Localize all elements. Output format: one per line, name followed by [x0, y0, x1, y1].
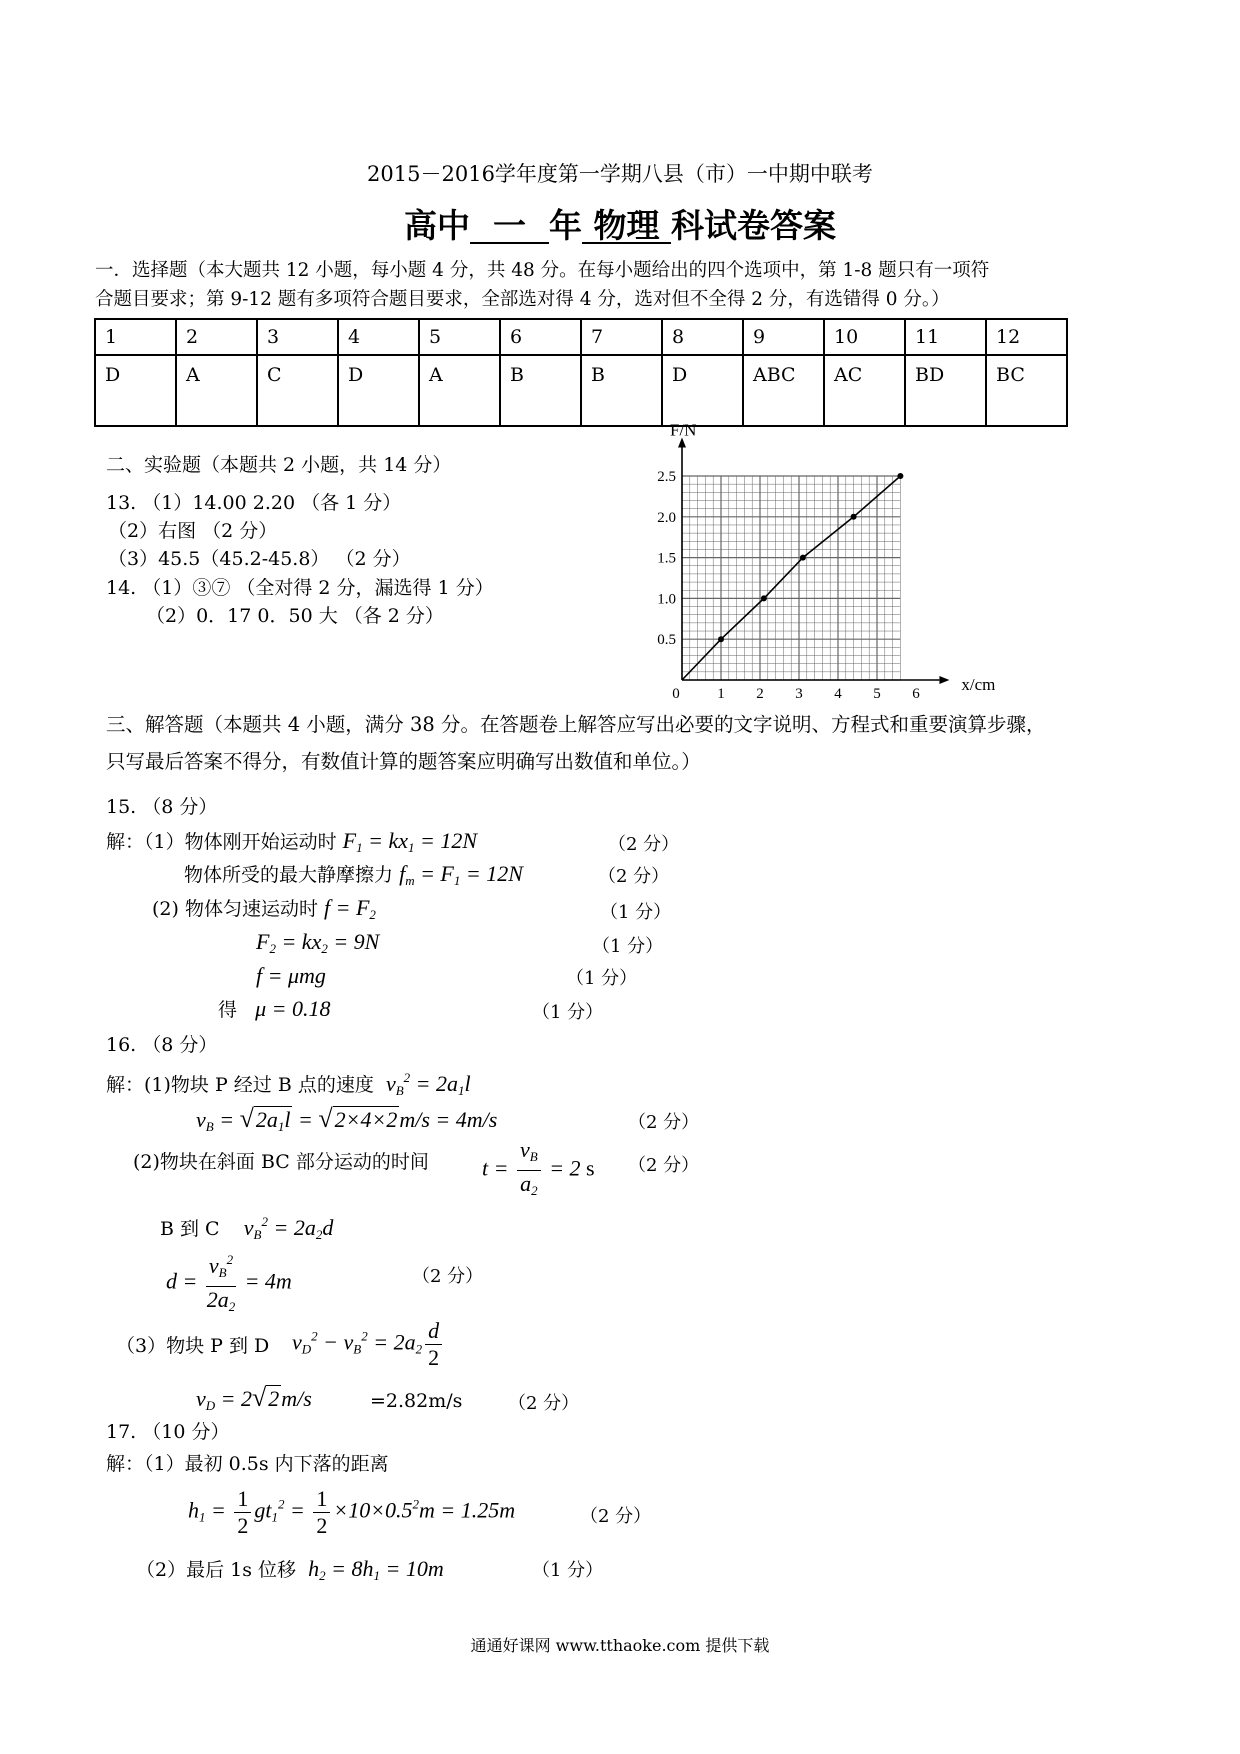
question-number: 9 [743, 319, 824, 355]
q16-a-formula: $v_B^2 = 2a_1l$ [385, 1070, 471, 1098]
footer-text: 通通好课网 www.tthaoke.com 提供下载 [470, 1636, 770, 1655]
points: （2 分） [580, 1506, 652, 1527]
question-number: 8 [662, 319, 743, 355]
question-number: 4 [338, 319, 419, 355]
q15-b-text: 物体所受的最大静摩擦力 [184, 864, 394, 886]
x-tick-label: 4 [834, 686, 842, 702]
points: （2 分） [412, 1266, 484, 1287]
q15-line-a [106, 829, 477, 860]
data-point [761, 595, 767, 601]
solution-prefix: 解： [106, 831, 145, 853]
points: （1 分） [532, 1002, 604, 1023]
points: （2 分） [508, 1393, 580, 1414]
question-number: 10 [824, 319, 905, 355]
question-number: 3 [257, 319, 338, 355]
solution-prefix: 解： [106, 1074, 145, 1096]
q17-c-formula: $h_2 = 8h_1 = 10m$ [308, 1556, 444, 1583]
q17-label: 17. （10 分） [106, 1421, 230, 1443]
section2-line: （2）0．17 0．50 大 （各 2 分） [146, 605, 444, 627]
x-tick-label: 2 [756, 686, 764, 702]
points: （2 分） [628, 1155, 700, 1176]
q15-e-formula: f = μmg [256, 963, 326, 988]
answer-cell: ABC [743, 355, 824, 426]
q15-a-text: （1）物体刚开始运动时 [144, 831, 337, 853]
answer-cell: B [500, 355, 581, 426]
data-point [897, 473, 903, 479]
q17-c-text: （2）最后 1s 位移 [136, 1559, 297, 1581]
q16-c-formula: t = $\frac{v_B}{a_2}$ = 2 s [482, 1137, 595, 1198]
x-axis-arrow [939, 676, 949, 684]
q16-d-text: B 到 C [160, 1218, 220, 1240]
answer-cell: A [419, 355, 500, 426]
answer-cell: AC [824, 355, 905, 426]
question-number: 11 [905, 319, 986, 355]
section2-line: （3）45.5（45.2-45.8） （2 分） [108, 548, 411, 570]
x-tick-label: 1 [717, 686, 725, 702]
q16-c-unit: s [586, 1155, 595, 1181]
y-tick-label: 2.0 [657, 509, 676, 526]
y-axis-label: F/N [670, 420, 697, 440]
title-mid: 年 [548, 206, 582, 245]
x-tick-label: 3 [795, 686, 803, 702]
question-number: 5 [419, 319, 500, 355]
answer-cell: D [662, 355, 743, 426]
points: （1 分） [566, 968, 638, 989]
question-number: 7 [581, 319, 662, 355]
y-tick-label: 1.0 [657, 591, 676, 608]
q16-f-formula: $v_D^2 - v_B^2 = 2a_2$ $\frac{d}{2}$ [292, 1318, 445, 1371]
force-extension-chart [640, 420, 1040, 702]
page-title [0, 200, 1240, 247]
section1-heading-line2: 合题目要求；第 9-12 题有多项符合题目要求，全部选对得 4 分，选对但不全得 2 分，有选错得 0 分。） [95, 289, 950, 310]
points: （1 分） [532, 1560, 604, 1581]
q16-e-formula: d = $\frac{v_B^2}{2a_2}$ = 4m [166, 1247, 292, 1320]
x-tick-label: 6 [912, 686, 920, 702]
x-tick-label: 5 [873, 686, 881, 702]
question-number: 6 [500, 319, 581, 355]
q16-line-c [133, 1150, 429, 1174]
answer-table [94, 318, 1068, 427]
q16-line-f [116, 1334, 269, 1358]
q15-d-formula: $F_2 = kx_2 = 9N$ [256, 929, 380, 956]
y-tick-label: 0.5 [657, 632, 676, 649]
question-number: 1 [95, 319, 176, 355]
section3-heading-line2: 只写最后答案不得分，有数值计算的题答案应明确写出数值和单位。） [106, 750, 701, 773]
q15-line-b [184, 862, 523, 893]
exam-line: 2015－2016学年度第一学期八县（市）一中期中联考 [367, 162, 873, 186]
q16-g-extra: =2.82m/s [370, 1390, 463, 1412]
q17-b-formula: $h_1$ = $\frac{1}{2}$ $gt_1^2$ = $\frac{1}{2}$ $\times 10\times 0.5^2m = 1.25m$ [188, 1486, 516, 1538]
section2-line: 13. （1）14.00 2.20 （各 1 分） [106, 492, 402, 514]
section2-line: 14. （1）③⑦ （全对得 2 分，漏选得 1 分） [106, 577, 494, 599]
answer-cell: A [176, 355, 257, 426]
q15-a-formula: $F_1 = kx_1 = 12N$ [342, 828, 478, 855]
y-tick-label: 1.5 [657, 550, 676, 567]
q15-f-text: 得 [218, 999, 238, 1021]
points: （1 分） [600, 902, 672, 923]
title-prefix: 高中 [404, 206, 471, 245]
q15-line-f [218, 997, 331, 1022]
q16-f-text: （3）物块 P 到 D [116, 1335, 270, 1357]
q17-a-text: （1）最初 0.5s 内下落的距离 [144, 1453, 389, 1475]
q15-f-formula: μ = 0.18 [255, 996, 331, 1021]
q16-g-formula: $v_D = 2√2m/s$ [196, 1383, 312, 1413]
q15-label: 15. （8 分） [106, 796, 218, 818]
data-point [718, 636, 724, 642]
answer-cell: B [581, 355, 662, 426]
q16-line-d [160, 1210, 333, 1247]
section1-heading-line1: 一．选择题（本大题共 12 小题，每小题 4 分，共 48 分。在每小题给出的四个选项中，第 1-8 题只有一项符 [95, 260, 990, 281]
q17-line-c [136, 1557, 444, 1588]
question-number: 12 [986, 319, 1067, 355]
points: （1 分） [592, 936, 664, 957]
points: （2 分） [628, 1112, 700, 1133]
question-number: 2 [176, 319, 257, 355]
q16-line-a [106, 1066, 471, 1103]
section3-heading-line1: 三、解答题（本题共 4 小题，满分 38 分。在答题卷上解答应写出必要的文字说明、方程式和重要演算步骤， [106, 713, 1046, 736]
answer-cell: D [338, 355, 419, 426]
q17-line-a [106, 1452, 389, 1476]
answer-cell: D [95, 355, 176, 426]
q16-d-formula: $v_B^2 = 2a_2d$ [243, 1214, 334, 1242]
answer-cell: BC [986, 355, 1067, 426]
q16-c-text: (2)物块在斜面 BC 部分运动的时间 [133, 1151, 429, 1173]
answer-cell: BD [905, 355, 986, 426]
q16-b-formula: $v_B = √2a_1l = √2\times 4\times 2m/s = 4m/s$ [196, 1104, 498, 1134]
solution-prefix: 解： [106, 1453, 145, 1475]
section2-line: （2）右图 （2 分） [108, 520, 278, 542]
points: （2 分） [598, 866, 670, 887]
answer-table-numbers-row [95, 319, 1067, 355]
answer-table-answers-row [95, 355, 1067, 426]
data-point [800, 555, 806, 561]
title-grade: 一 [493, 206, 526, 245]
q15-c-formula: $f = F_2$ [324, 895, 376, 922]
x-axis-label: x/cm [961, 675, 996, 694]
title-subject: 物理 [593, 206, 660, 245]
data-point [851, 514, 857, 520]
points: （2 分） [608, 834, 680, 855]
x-tick-label: 0 [672, 686, 680, 702]
q16-a-text: (1)物块 P 经过 B 点的速度 [144, 1074, 374, 1096]
q15-b-formula: $f_m = F_1 = 12N$ [399, 861, 523, 888]
title-suffix: 科试卷答案 [670, 206, 836, 245]
q15-line-c [152, 896, 376, 927]
answer-cell: C [257, 355, 338, 426]
section2-heading: 二、实验题（本题共 2 小题，共 14 分） [106, 454, 452, 476]
q15-c-text: (2) 物体匀速运动时 [152, 898, 318, 920]
y-tick-label: 2.5 [657, 469, 676, 485]
q16-label: 16. （8 分） [106, 1034, 218, 1056]
